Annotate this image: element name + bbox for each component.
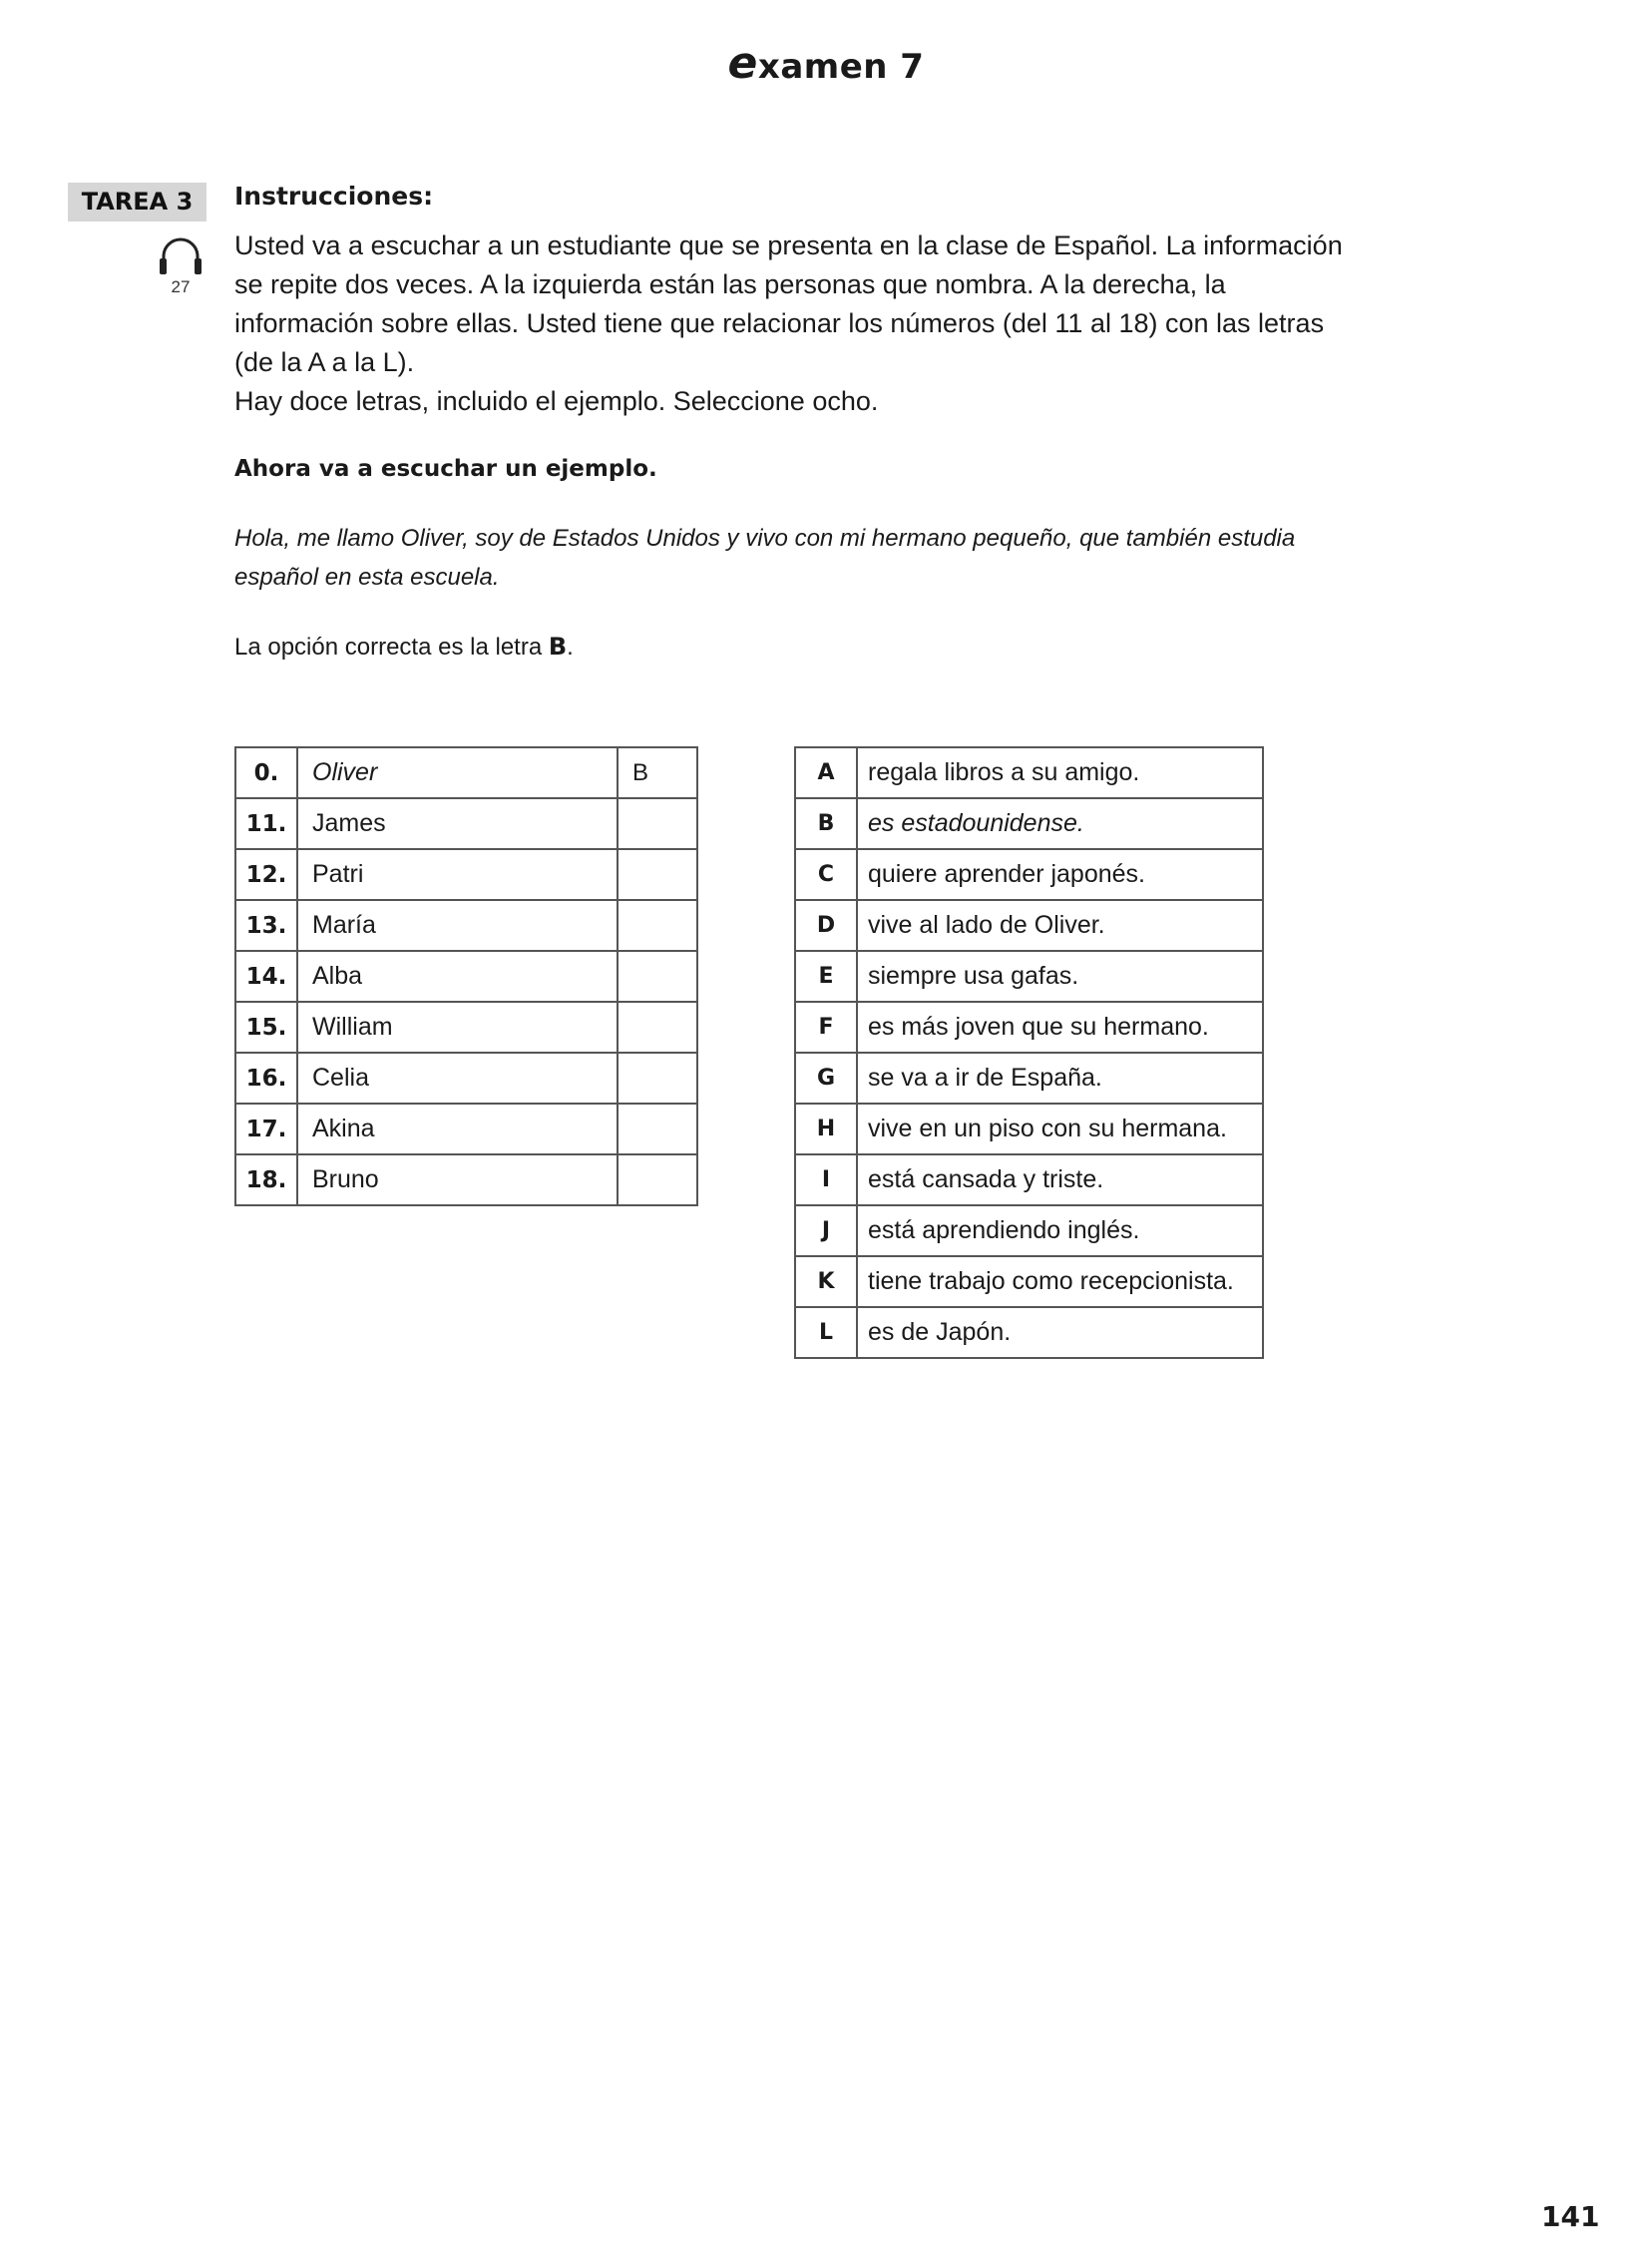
option-letter: E — [795, 951, 857, 1002]
answer-prefix: La opción correcta es la letra — [234, 634, 549, 661]
option-letter: D — [795, 900, 857, 951]
option-letter: H — [795, 1104, 857, 1154]
instructions-line: (de la A a la L). — [234, 347, 415, 377]
option-letter: C — [795, 849, 857, 900]
example-line: español en esta escuela. — [234, 564, 500, 591]
instructions-line: Hay doce letras, incluido el ejemplo. Seleccione ocho. — [234, 386, 879, 416]
option-text: vive al lado de Oliver. — [857, 900, 1263, 951]
option-letter: K — [795, 1256, 857, 1307]
option-row — [795, 951, 1263, 1002]
option-letter: I — [795, 1154, 857, 1205]
option-row — [795, 1205, 1263, 1256]
person-row — [235, 900, 697, 951]
options-table — [794, 746, 1264, 1359]
option-text: tiene trabajo como recepcionista. — [857, 1256, 1263, 1307]
person-name: Oliver — [297, 747, 618, 798]
answer-cell[interactable] — [618, 1053, 697, 1104]
person-row — [235, 1053, 697, 1104]
title-rest: xamen 7 — [757, 47, 925, 87]
answer-cell[interactable] — [618, 849, 697, 900]
option-text: está cansada y triste. — [857, 1154, 1263, 1205]
person-number: 14. — [235, 951, 297, 1002]
person-name: Akina — [297, 1104, 618, 1154]
option-row — [795, 900, 1263, 951]
person-row — [235, 1154, 697, 1205]
example-line: Hola, me llamo Oliver, soy de Estados Unidos y vivo con mi hermano pequeño, que también estudia — [234, 525, 1296, 552]
option-row — [795, 1104, 1263, 1154]
option-letter: G — [795, 1053, 857, 1104]
example-answer — [234, 633, 1461, 662]
person-row — [235, 951, 697, 1002]
option-text: regala libros a su amigo. — [857, 747, 1263, 798]
option-row — [795, 1154, 1263, 1205]
option-text: vive en un piso con su hermana. — [857, 1104, 1263, 1154]
option-text: es más joven que su hermano. — [857, 1002, 1263, 1053]
title-prefix: e — [727, 38, 758, 89]
person-name: María — [297, 900, 618, 951]
option-letter: B — [795, 798, 857, 849]
option-row — [795, 1256, 1263, 1307]
option-text: es estadounidense. — [857, 798, 1263, 849]
person-name: Patri — [297, 849, 618, 900]
instructions-section — [234, 182, 1461, 662]
option-letter: J — [795, 1205, 857, 1256]
example-heading: Ahora va a escuchar un ejemplo. — [234, 456, 657, 482]
instructions-line: Usted va a escuchar a un estudiante que se presenta en la clase de Español. La información — [234, 230, 1343, 260]
option-row — [795, 1002, 1263, 1053]
person-number: 13. — [235, 900, 297, 951]
option-row — [795, 849, 1263, 900]
answer-letter: B — [548, 633, 568, 661]
answer-cell: B — [618, 747, 697, 798]
person-number: 11. — [235, 798, 297, 849]
answer-cell[interactable] — [618, 1154, 697, 1205]
person-name: Celia — [297, 1053, 618, 1104]
answer-cell[interactable] — [618, 900, 697, 951]
person-number: 17. — [235, 1104, 297, 1154]
option-letter: A — [795, 747, 857, 798]
option-row — [795, 1053, 1263, 1104]
option-letter: L — [795, 1307, 857, 1358]
person-number: 18. — [235, 1154, 297, 1205]
option-row — [795, 747, 1263, 798]
answer-cell[interactable] — [618, 951, 697, 1002]
task-badge: TAREA 3 — [68, 183, 206, 222]
answer-cell[interactable] — [618, 1104, 697, 1154]
headphones-icon[interactable] — [156, 234, 206, 276]
option-row — [795, 798, 1263, 849]
person-number: 15. — [235, 1002, 297, 1053]
person-row — [235, 849, 697, 900]
people-table — [234, 746, 698, 1206]
page-title — [0, 38, 1652, 89]
person-name: William — [297, 1002, 618, 1053]
person-number: 16. — [235, 1053, 297, 1104]
example-text — [234, 519, 1461, 597]
answer-suffix: . — [567, 634, 574, 661]
answer-cell[interactable] — [618, 1002, 697, 1053]
person-row — [235, 747, 697, 798]
audio-track-number: 27 — [171, 277, 191, 296]
option-text: es de Japón. — [857, 1307, 1263, 1358]
option-text: quiere aprender japonés. — [857, 849, 1263, 900]
person-row — [235, 1104, 697, 1154]
person-row — [235, 798, 697, 849]
person-number: 12. — [235, 849, 297, 900]
person-name: Alba — [297, 951, 618, 1002]
person-row — [235, 1002, 697, 1053]
option-text: siempre usa gafas. — [857, 951, 1263, 1002]
option-text: está aprendiendo inglés. — [857, 1205, 1263, 1256]
option-letter: F — [795, 1002, 857, 1053]
page-number: 141 — [1541, 2200, 1600, 2233]
person-name: Bruno — [297, 1154, 618, 1205]
answer-cell[interactable] — [618, 798, 697, 849]
person-name: James — [297, 798, 618, 849]
instructions-title: Instrucciones: — [234, 182, 434, 211]
option-row — [795, 1307, 1263, 1358]
person-number: 0. — [235, 747, 297, 798]
instructions-line: información sobre ellas. Usted tiene que relacionar los números (del 11 al 18) con las letras — [234, 308, 1325, 338]
instructions-line: se repite dos veces. A la izquierda están las personas que nombra. A la derecha, la — [234, 269, 1226, 299]
option-text: se va a ir de España. — [857, 1053, 1263, 1104]
